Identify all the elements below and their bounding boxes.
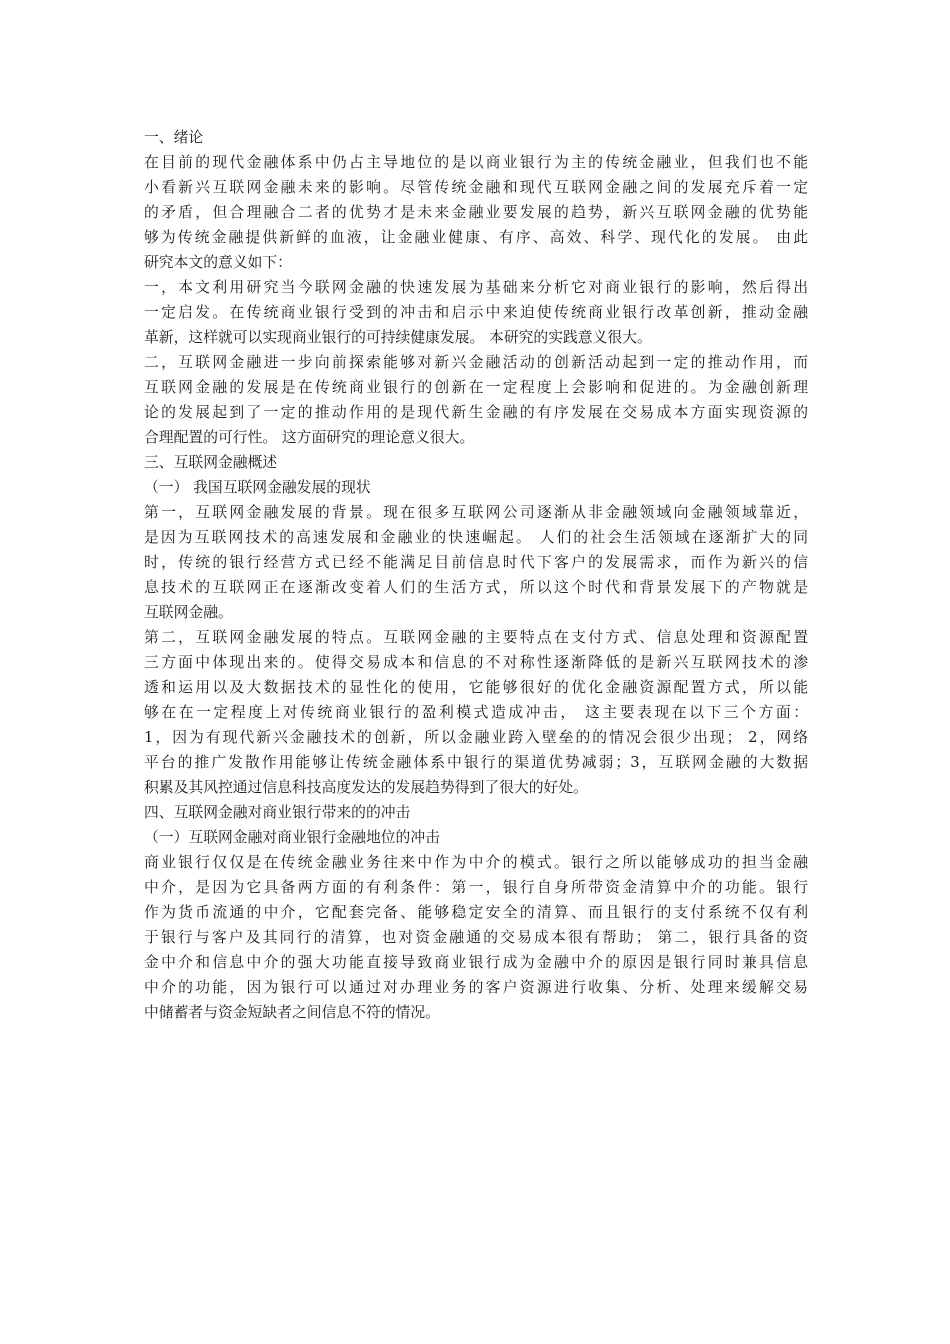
paragraph-line: 积累及其风控通过信息科技高度发达的发展趋势得到了很大的好处。 [144,779,588,796]
paragraph-line: 1，因为有现代新兴金融技术的创新，所以金融业跨入壁垒的的情况会很少出现； 2，网络 [144,729,808,746]
document-body [144,125,808,1025]
paragraph-line: 作为货币流通的中介，它配套完备、能够稳定安全的清算、而且银行的支付系统不仅有利 [144,904,808,921]
section-heading: 一、绪论 [144,129,204,146]
paragraph-line: 二，互联网金融进一步向前探索能够对新兴金融活动的创新活动起到一定的推动作用，而 [144,354,808,371]
paragraph-line: 是因为互联网技术的高速发展和金融业的快速崛起。 人们的社会生活领域在逐渐扩大的同 [144,529,808,546]
paragraph-line: 透和运用以及大数据技术的显性化的使用，它能够很好的优化金融资源配置方式，所以能 [144,679,808,696]
paragraph-line: 一，本文利用研究当今联网金融的快速发展为基础来分析它对商业银行的影响，然后得出 [144,279,808,296]
section-heading: 四、互联网金融对商业银行带来的的冲击 [144,804,411,821]
paragraph-line: 第一，互联网金融发展的背景。现在很多互联网公司逐渐从非金融领域向金融领域靠近， [144,504,808,521]
subsection-heading: （一） 我国互联网金融发展的现状 [144,479,371,496]
paragraph-line: 时，传统的银行经营方式已经不能满足目前信息时代下客户的发展需求，而作为新兴的信 [144,554,808,571]
paragraph-line: 小看新兴互联网金融未来的影响。尽管传统金融和现代互联网金融之间的发展充斥着一定 [144,179,808,196]
paragraph-line: 够为传统金融提供新鲜的血液，让金融业健康、有序、高效、科学、现代化的发展。 由此 [144,229,808,246]
paragraph-line: 息技术的互联网正在逐渐改变着人们的生活方式，所以这个时代和背景发展下的产物就是 [144,579,808,596]
paragraph-line: 中介，是因为它具备两方面的有利条件：第一，银行自身所带资金清算中介的功能。银行 [144,879,808,896]
paragraph-line: 于银行与客户及其同行的清算，也对资金融通的交易成本很有帮助； 第二，银行具备的资 [144,929,808,946]
paragraph-line: 互联网金融的发展是在传统商业银行的创新在一定程度上会影响和促进的。为金融创新理 [144,379,808,396]
paragraph-line: 的矛盾，但合理融合二者的优势才是未来金融业要发展的趋势，新兴互联网金融的优势能 [144,204,808,221]
paragraph-line: 商业银行仅仅是在传统金融业务往来中作为中介的模式。银行之所以能够成功的担当金融 [144,854,808,871]
paragraph-line: 合理配置的可行性。 这方面研究的理论意义很大。 [144,429,475,446]
paragraph-line: 中储蓄者与资金短缺者之间信息不符的情况。 [144,1004,440,1021]
section-heading: 三、互联网金融概述 [144,454,278,471]
paragraph-line: 中介的功能，因为银行可以通过对办理业务的客户资源进行收集、分析、处理来缓解交易 [144,979,808,996]
paragraph-line: 第二，互联网金融发展的特点。互联网金融的主要特点在支付方式、信息处理和资源配置 [144,629,808,646]
paragraph-line: 革新，这样就可以实现商业银行的可持续健康发展。 本研究的实践意义很大。 [144,329,652,346]
paragraph-line: 研究本文的意义如下： [144,254,292,271]
paragraph-line: 金中介和信息中介的强大功能直接导致商业银行成为金融中介的原因是银行同时兼具信息 [144,954,808,971]
paragraph-line: 一定启发。在传统商业银行受到的冲击和启示中来迫使传统商业银行改革创新，推动金融 [144,304,808,321]
paragraph-line: 平台的推广发散作用能够让传统金融体系中银行的渠道优势减弱；3，互联网金融的大数据 [144,754,808,771]
subsection-heading: （一）互联网金融对商业银行金融地位的冲击 [144,829,440,846]
paragraph-line: 够在在一定程度上对传统商业银行的盈利模式造成冲击， 这主要表现在以下三个方面： [144,704,808,721]
paragraph-line: 互联网金融。 [144,604,233,621]
paragraph-line: 三方面中体现出来的。使得交易成本和信息的不对称性逐渐降低的是新兴互联网技术的渗 [144,654,808,671]
paragraph-line: 在目前的现代金融体系中仍占主导地位的是以商业银行为主的传统金融业，但我们也不能 [144,154,808,171]
paragraph-line: 论的发展起到了一定的推动作用的是现代新生金融的有序发展在交易成本方面实现资源的 [144,404,808,421]
